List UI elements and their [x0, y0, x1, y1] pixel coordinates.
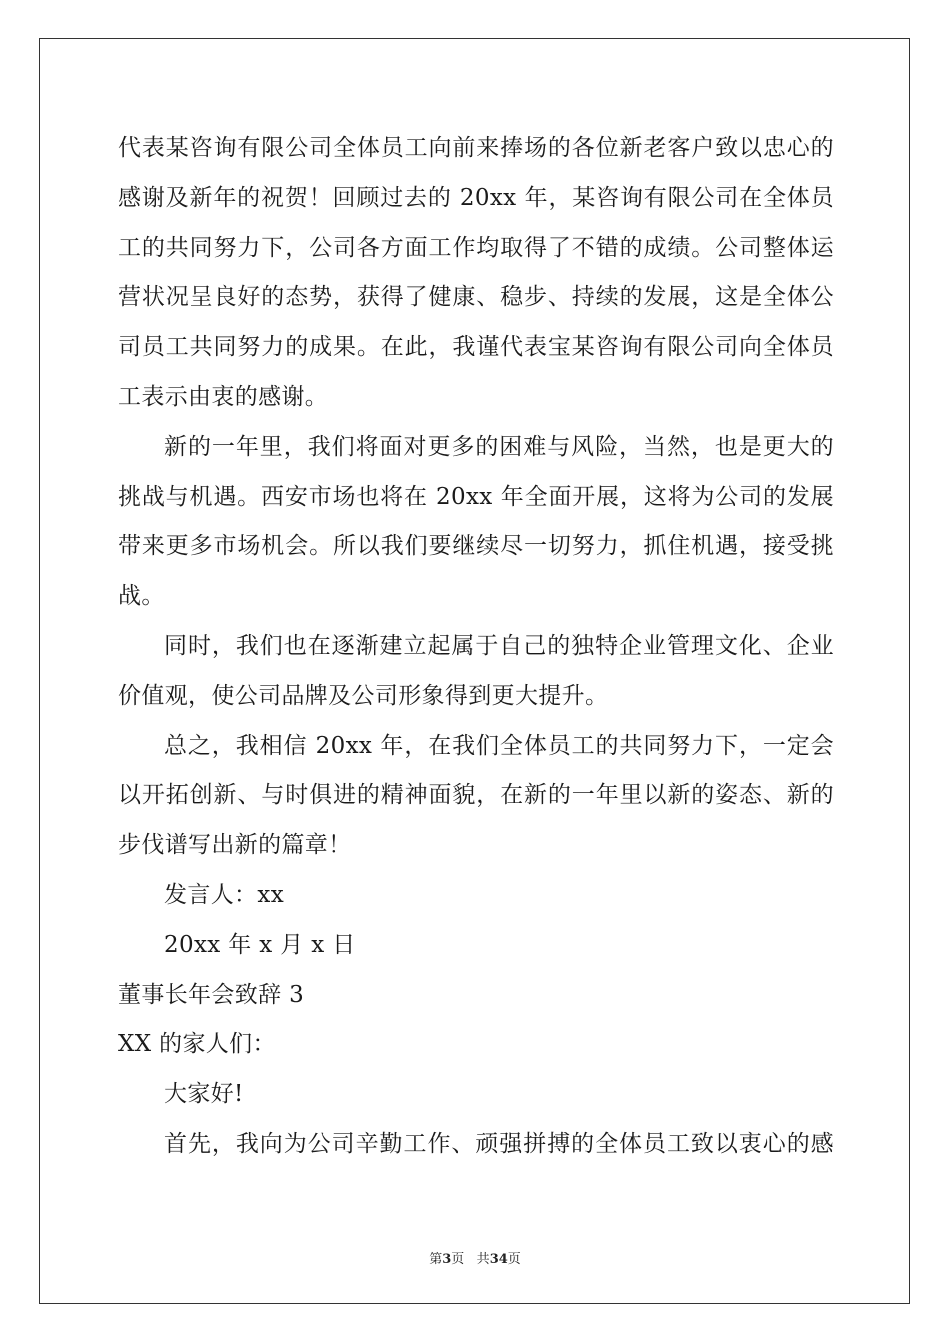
- body-line-11: 同时，我们也在逐渐建立起属于自己的独特企业管理文化、企业: [164, 632, 834, 659]
- body-line-15: 步伐谱写出新的篇章！: [118, 832, 352, 859]
- total-pages: 34: [489, 1252, 508, 1267]
- document-body: [118, 124, 834, 1170]
- page-number: 3: [442, 1252, 452, 1267]
- body-line-14: 以开拓创新、与时俱进的精神面貌，在新的一年里以新的姿态、新的: [118, 782, 834, 809]
- greeting: 大家好!: [164, 1081, 244, 1108]
- body-line-10: 战。: [118, 583, 165, 610]
- body-line-2: 感谢及新年的祝贺！回顾过去的 20xx 年，某咨询有限公司在全体员: [118, 184, 834, 211]
- body-line-3: 工的共同努力下，公司各方面工作均取得了不错的成绩。公司整体运: [118, 234, 834, 261]
- date-line: 20xx 年 x 月 x 日: [164, 931, 356, 958]
- body-line-8: 挑战与机遇。西安市场也将在 20xx 年全面开展，这将为公司的发展: [118, 483, 834, 510]
- body-line-13: 总之，我相信 20xx 年，在我们全体员工的共同努力下，一定会: [164, 732, 834, 759]
- page-prefix: 第: [429, 1252, 443, 1267]
- total-suffix: 页: [507, 1252, 521, 1267]
- body-line-5: 司员工共同努力的成果。在此，我谨代表宝某咨询有限公司向全体员: [118, 334, 834, 361]
- body-line-1: 代表某咨询有限公司全体员工向前来捧场的各位新老客户致以忠心的: [118, 135, 834, 161]
- total-prefix: 共: [476, 1252, 490, 1267]
- section-heading: 董事长年会致辞 3: [118, 981, 305, 1008]
- speaker-line: 发言人：xx: [164, 881, 285, 908]
- body-line-6: 工表示由衷的感谢。: [118, 383, 329, 410]
- body-line-21: 首先，我向为公司辛勤工作、顽强拼搏的全体员工致以衷心的感: [164, 1130, 834, 1157]
- body-line-4: 营状况呈良好的态势，获得了健康、稳步、持续的发展，这是全体公: [118, 284, 834, 311]
- body-line-7: 新的一年里，我们将面对更多的困难与风险，当然，也是更大的: [164, 433, 834, 460]
- page-footer: [0, 1248, 950, 1267]
- page-suffix: 页: [451, 1252, 465, 1267]
- body-line-12: 价值观，使公司品牌及公司形象得到更大提升。: [118, 682, 609, 709]
- salutation: XX 的家人们：: [118, 1031, 276, 1058]
- body-line-9: 带来更多市场机会。所以我们要继续尽一切努力，抓住机遇，接受挑: [118, 533, 834, 560]
